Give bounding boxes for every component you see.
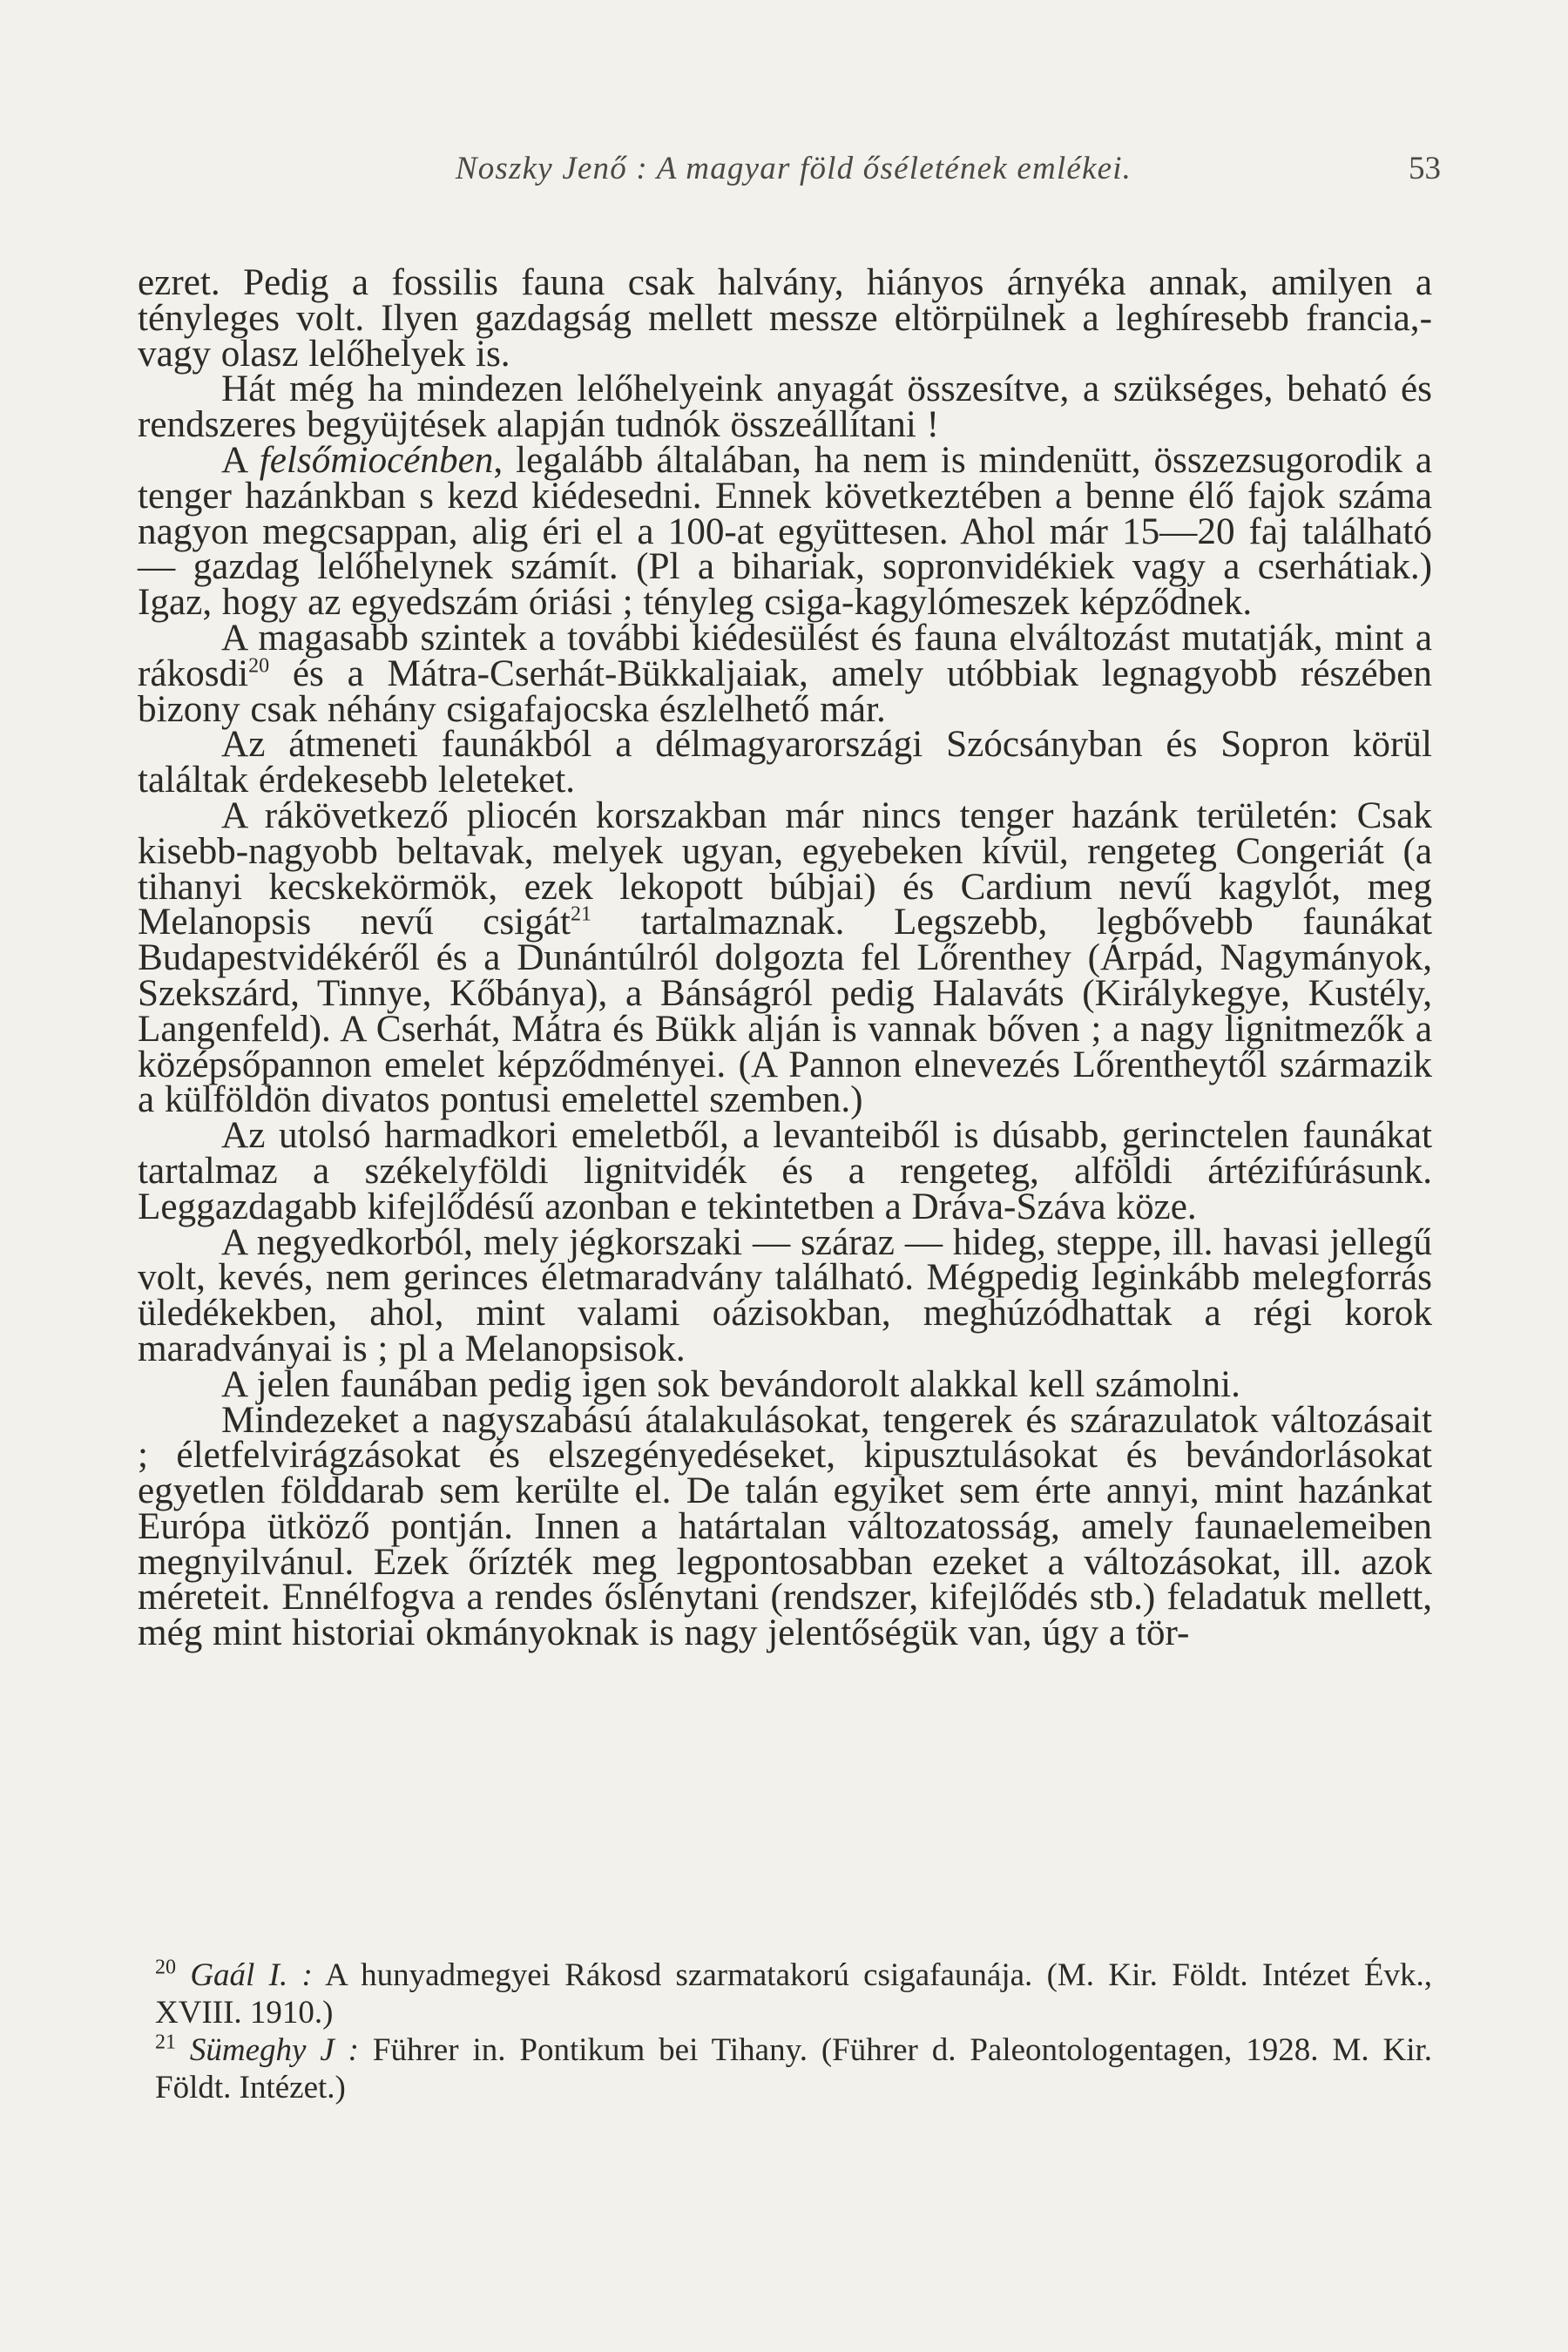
paragraph-6-text-a: A rákövetkező pliocén korszakban már nincs tenger hazánk területén: Csak kisebb-nagyobb beltavak, melyek ugyan, egyebeken kívül, rengeteg Congeriát (a tihanyi kecskekörmök, ezek lekopott búbjai) és Cardium nevű kagylót, meg Melanopsis nevű csigát bbox=[138, 794, 1432, 943]
paragraph-3-lead: A bbox=[221, 439, 247, 481]
footnote-21 bbox=[155, 2031, 1432, 2106]
running-title: Noszky Jenő : A magyar föld őséletének emlékei. bbox=[455, 151, 1132, 186]
paragraph-7: Az utolsó harmadkori emeletből, a levanteiből is dúsabb, gerinctelen faunákat tartalmaz a székelyföldi lignitvidék és a rengeteg, alföldi ártézifúrásunk. Leggazdagabb kifejlődésű azonban e tekintetben a Dráva-Száva köze. bbox=[138, 1115, 1432, 1227]
running-head bbox=[146, 150, 1441, 193]
paragraph-9: A jelen faunában pedig igen sok bevándorolt alakkal kell számolni. bbox=[221, 1363, 1240, 1405]
paragraph-5: Az átmeneti faunákból a délmagyarországi Szócsányban és Sopron körül találtak érdekesebb leleteket. bbox=[138, 724, 1432, 801]
paragraph-1: ezret. Pedig a fossilis fauna csak halvány, hiányos árnyéka annak, amilyen a tényleges volt. Ilyen gazdagság mellett messze eltörpülnek a leghíresebb francia,-vagy olasz lelőhelyek is. bbox=[138, 262, 1432, 375]
paragraph-6-text-b: tartalmaznak. Legszebb, legbővebb faunákat Budapestvidékéről és a Dunántúlról dolgozta fel Lőrenthey (Árpád, Nagymányok, Szekszárd, Tinnye, Kőbánya), a Bánságról pedig Halaváts (Királykegye, Kustély, Langenfeld). A Cserhát, Mátra és Bükk alján is vannak bőven ; a nagy lignitmezők a középsőpannon emelet képződményei. (A Pannon elnevezés Lőrentheytől származik a külföldön divatos pontusi emelettel szemben.) bbox=[138, 902, 1432, 1121]
paragraph-4-text-a: A magasabb szintek a további kiédesülést és fauna elváltozást mutatják, mint a rákosdi bbox=[138, 617, 1432, 694]
footnotes bbox=[155, 1957, 1432, 2106]
paragraph-10: Mindezeket a nagyszabású átalakulásokat, tengerek és szárazulatok változásait ; életfelvirágzásokat és elszegényedéseket, kipusztulásokat és bevándorlásokat egyetlen földdarab sem kerülte el. De talán egyiket sem érte annyi, mint hazánkat Európa ütköző pontján. Innen a határtalan változatosság, amely faunaelemeiben megnyilvánul. Ezek őrízték meg legpontosabban ezeket a változásokat, ill. azok méreteit. Ennélfogva a rendes őslénytani (rendszer, kifejlődés stb.) feladatuk mellett, még mint historiai okmányoknak is nagy jelentőségük van, úgy a tör- bbox=[138, 1399, 1432, 1654]
paragraph-6 bbox=[138, 794, 1432, 1121]
body-text bbox=[138, 262, 1433, 1654]
footnote-marker: 21 bbox=[155, 2031, 176, 2054]
paragraph-4 bbox=[138, 617, 1432, 730]
footnote-author: Sümeghy J : bbox=[189, 2032, 360, 2068]
footnote-text: A hunyadmegyei Rákosd szarmatakorú csigafaunája. (M. Kir. Földt. Intézet Évk., XVIII. 1910.) bbox=[155, 1957, 1432, 2031]
footnote-marker: 20 bbox=[155, 1956, 176, 1979]
paragraph-2: Hát még ha mindezen lelőhelyeink anyagát összesítve, a szükséges, beható és rendszeres begyüjtések alapján tudnók összeállítani ! bbox=[138, 368, 1432, 446]
paragraph-4-text-b: és a Mátra-Cserhát-Bükkaljaiak, amely utóbbiak legnagyobb részében bizony csak néhány csigafajocska észlelhető már. bbox=[138, 652, 1432, 730]
footnote-ref-21: 21 bbox=[571, 902, 591, 926]
footnote-author: Gaál I. : bbox=[190, 1957, 313, 1993]
footnote-20 bbox=[155, 1957, 1432, 2031]
footnote-ref-20: 20 bbox=[248, 654, 270, 678]
paragraph-3-text: , legalább általában, ha nem is mindenütt, összezsugorodik a tenger hazánkban s kezd kiédesedni. Ennek következtében a benne élő fajok száma nagyon megcsappan, alig éri el a 100-at együttesen. Ahol már 15—20 faj található — gazdag lelőhelynek számít. (Pl a bihariak, sopronvidékiek vagy a cserhátiak.) Igaz, hogy az egyedszám óriási ; tényleg csiga-kagylómeszek képződnek. bbox=[138, 439, 1433, 624]
page-number: 53 bbox=[1409, 151, 1441, 186]
footnote-text: Führer in. Pontikum bei Tihany. (Führer d. Paleontologentagen, 1928. M. Kir. Földt. Intézet.) bbox=[155, 2032, 1433, 2105]
paragraph-8: A negyedkorból, mely jégkorszaki — száraz — hideg, steppe, ill. havasi jellegű volt, kevés, nem gerinces életmaradvány található. Mégpedig leginkább melegforrás üledékekben, ahol, mint valami oázisokban, meghúzódhattak a régi korok maradványai is ; pl a Melanopsisok. bbox=[138, 1221, 1432, 1369]
paragraph-3 bbox=[138, 439, 1433, 624]
italic-term: felsőmiocénben bbox=[259, 439, 494, 481]
